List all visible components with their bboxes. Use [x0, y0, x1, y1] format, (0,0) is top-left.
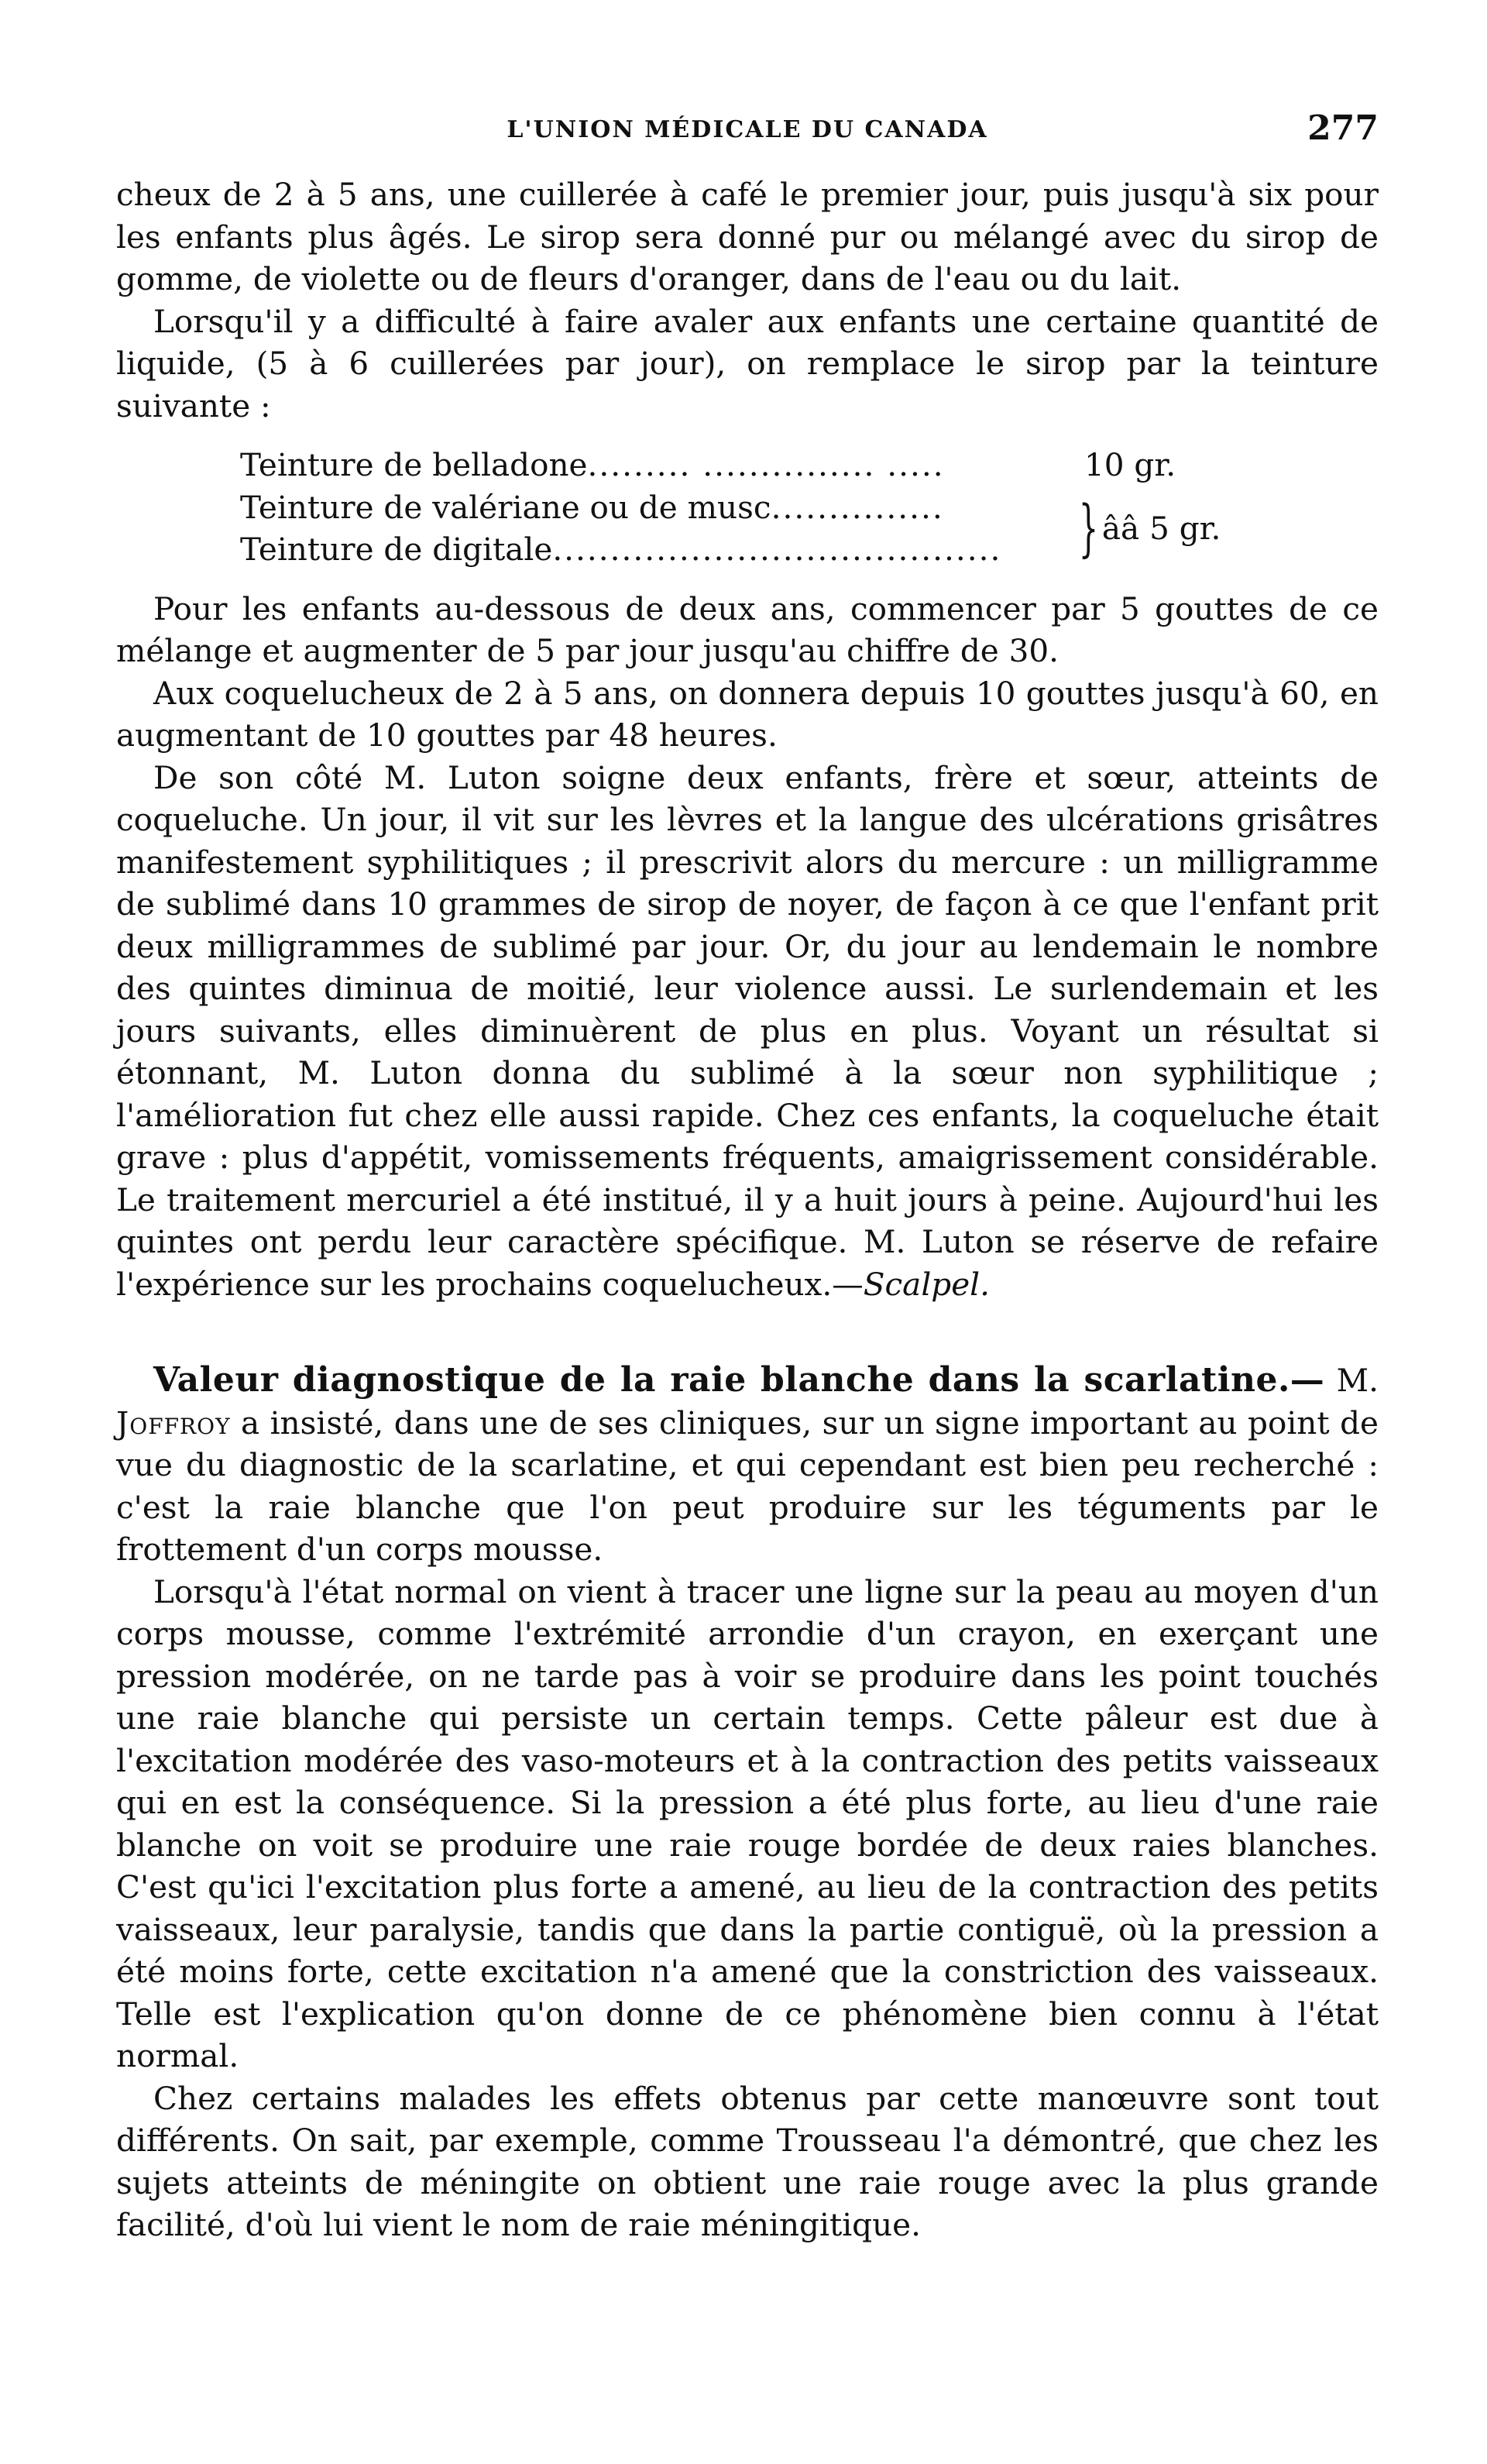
- paragraph-normal-state: Lorsqu'à l'état normal on vient à tracer une ligne sur la peau au moyen d'un corps mousse, comme l'extrémité arrondie d'un crayon, en exerçant une pression modérée, on ne tarde pas à voir se produire dans les point touchés une raie blanche qui persiste un certain temps. Cette pâleur est due à l'excitation modérée des vaso-moteurs et à la contraction des petits vaisseaux qui en est la conséquence. Si la pression a été plus forte, au lieu d'une raie blanche on voit se produire une raie rouge bordée de deux raies blanches. C'est qu'ici l'excitation plus forte a amené, au lieu de la contraction des petits vaisseaux, leur paralysie, tandis que dans la partie contiguë, où la pression a été moins forte, cette excitation n'a amené que la constriction des vaisseaux. Telle est l'explication qu'on donne de ce phénomène bien connu à l'état normal.: [116, 1572, 1379, 2074]
- running-title: L'UNION MÉDICALE DU CANADA: [507, 116, 988, 143]
- lead-text: a insisté, dans une de ses cliniques, sur un signe important au point de vue du diagnostic de la scarlatine, et qui cependant est bien peu recherché : c'est la raie blanche que l'on peut produire sur les téguments par le frottement d'un corps mousse.: [116, 1404, 1379, 1568]
- recipe-quantity: 10 gr.: [1084, 446, 1176, 483]
- recipe-ingredient: Teinture de belladone: [240, 446, 588, 483]
- page-number: 277: [1307, 108, 1379, 148]
- lead-prefix: M.: [1336, 1362, 1379, 1399]
- section-lead-paragraph: [116, 1359, 1379, 1571]
- recipe-quantity: ââ 5 gr.: [1101, 509, 1221, 547]
- recipe-dots: ......... ............... .....: [587, 446, 945, 483]
- paragraph-dosage-older: Aux coquelucheux de 2 à 5 ans, on donnera depuis 10 gouttes jusqu'à 60, en augmentant de 10 gouttes par 48 heures.: [116, 674, 1379, 754]
- recipe-block: [240, 444, 1247, 571]
- paragraph-dosage-young: Pour les enfants au-dessous de deux ans, commencer par 5 gouttes de ce mélange et augmenter de 5 par jour jusqu'au chiffre de 30.: [116, 589, 1379, 669]
- section-spacer: [116, 1305, 1379, 1359]
- paragraph-pathological: Chez certains malades les effets obtenus par cette manœuvre sont tout différents. On sait, par exemple, comme Trousseau l'a démontré, que chez les sujets atteints de méningite on obtient une raie rouge avec la plus grande facilité, d'où lui vient le nom de raie méningitique.: [116, 2079, 1379, 2243]
- recipe-line-belladone: [240, 444, 1247, 486]
- paragraph-tincture-intro: Lorsqu'il y a difficulté à faire avaler aux enfants une certaine quantité de liquide, (5 à 6 cuillerées par jour), on remplace le sirop par la teinture suivante :: [116, 302, 1379, 424]
- section-title: Valeur diagnostique de la raie blanche dans la scarlatine.—: [153, 1360, 1325, 1400]
- paragraph-text: De son côté M. Luton soigne deux enfants, frère et sœur, atteints de coqueluche. Un jour, il vit sur les lèvres et la langue des ulcérations grisâtres manifestement syphilitiques ; il prescrivit alors du mercure : un milligramme de sublimé dans 10 grammes de sirop de noyer, de façon à ce que l'enfant prit deux milligrammes de sublimé par jour. Or, du jour au lendemain le nombre des quintes diminua de moitié, leur violence aussi. Le surlendemain et les jours suivants, elles diminuèrent de plus en plus. Voyant un résultat si étonnant, M. Luton donna du sublimé à la sœur non syphilitique ; l'amélioration fut chez elle aussi rapide. Chez ces enfants, la coqueluche était grave : plus d'appétit, vomissements fréquents, amaigrissement considérable. Le traitement mercuriel a été institué, il y a huit jours à peine. Aujourd'hui les quintes ont perdu leur caractère spécifique. M. Luton se réserve de refaire l'expérience sur les prochains coquelucheux.—: [116, 758, 1379, 1303]
- page-header: [116, 108, 1379, 155]
- recipe-ingredient: Teinture de valériane ou de musc: [240, 488, 771, 526]
- recipe-dots: .......................................: [552, 531, 1002, 568]
- source-citation: Scalpel.: [863, 1265, 990, 1303]
- document-page: [116, 108, 1379, 2246]
- recipe-line-valeriane: [240, 486, 1077, 529]
- recipe-line-digitale: [240, 528, 1077, 571]
- paragraph-continuation: cheux de 2 à 5 ans, une cuillerée à café le premier jour, puis jusqu'à six pour les enfants plus âgés. Le sirop sera donné pur ou mélangé avec du sirop de gomme, de violette ou de fleurs d'oranger, dans de l'eau ou du lait.: [116, 176, 1379, 297]
- recipe-ingredient: Teinture de digitale: [240, 531, 553, 568]
- recipe-group: [240, 486, 1247, 571]
- paragraph-luton-case: [116, 757, 1379, 1306]
- author-name: Joffroy: [116, 1404, 231, 1442]
- recipe-dots: ...............: [771, 488, 944, 526]
- brace-icon: }: [1078, 492, 1099, 564]
